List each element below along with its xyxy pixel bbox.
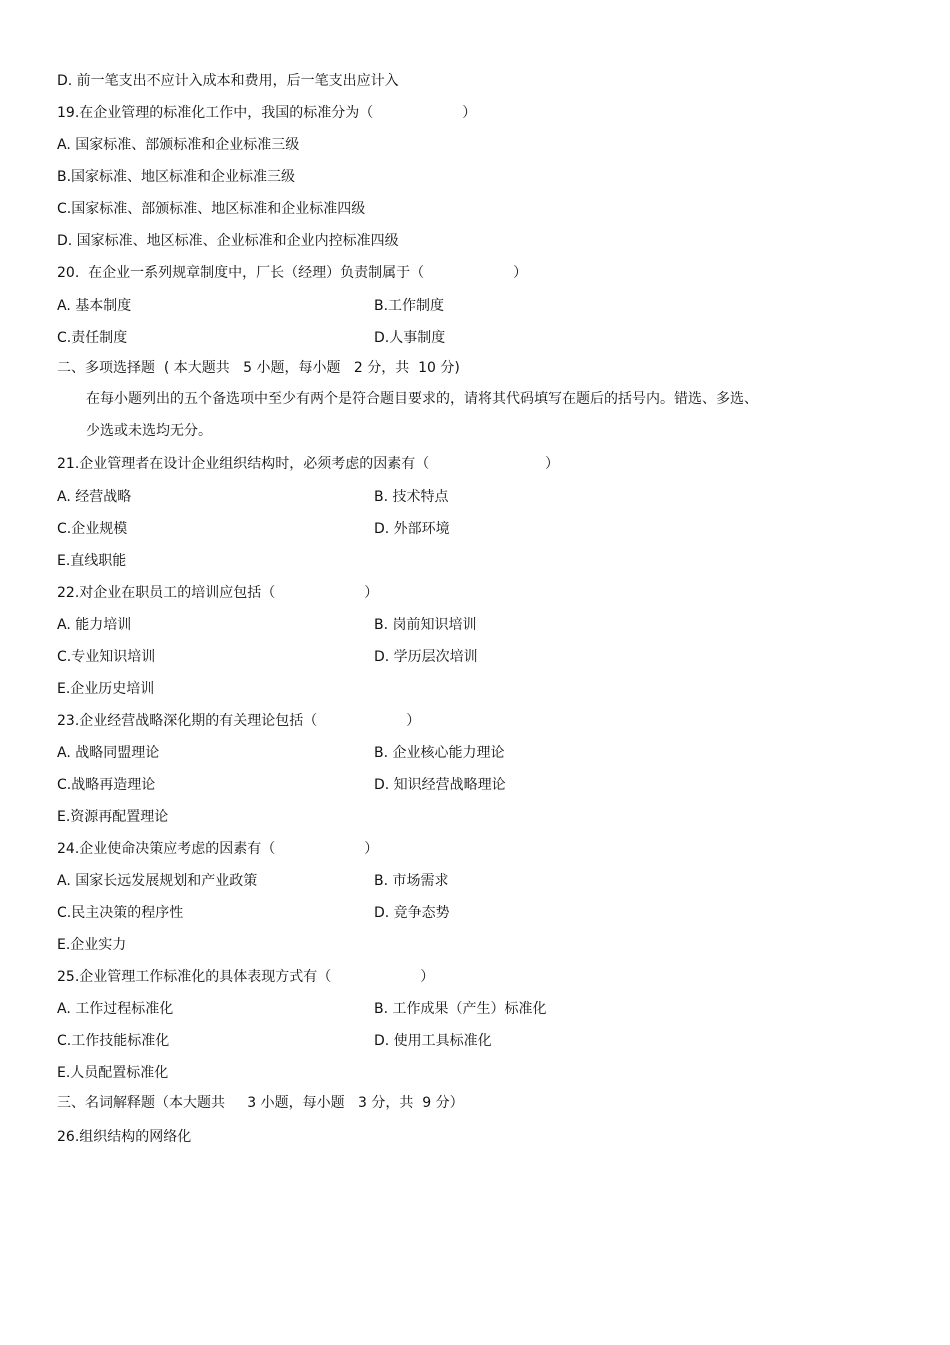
question-22: 22.对企业在职员工的培训应包括（ ） — [57, 585, 379, 601]
option-24-c: C.民主决策的程序性 — [57, 905, 184, 921]
section-2-heading: 二、多项选择题 ( 本大题共 5 小题，每小题 2 分，共 10 分) — [57, 360, 460, 376]
option-22-a: A. 能力培训 — [57, 617, 132, 633]
question-25: 25.企业管理工作标准化的具体表现方式有（ ） — [57, 969, 435, 985]
option-24-a: A. 国家长远发展规划和产业政策 — [57, 873, 258, 889]
option-23-b: B. 企业核心能力理论 — [374, 745, 505, 761]
option-21-e: E.直线职能 — [57, 553, 127, 569]
section-2-instructions-line2: 少选或未选均无分。 — [86, 423, 212, 439]
option-23-a: A. 战略同盟理论 — [57, 745, 160, 761]
option-19-c: C.国家标准、部颁标准、地区标准和企业标准四级 — [57, 201, 366, 217]
option-25-e: E.人员配置标准化 — [57, 1065, 169, 1081]
option-21-a: A. 经营战略 — [57, 489, 132, 505]
option-25-c: C.工作技能标准化 — [57, 1033, 170, 1049]
option-19-b: B.国家标准、地区标准和企业标准三级 — [57, 169, 296, 185]
question-24: 24.企业使命决策应考虑的因素有（ ） — [57, 841, 379, 857]
question-21: 21.企业管理者在设计企业组织结构时，必须考虑的因素有（ ） — [57, 456, 559, 472]
option-21-c: C.企业规模 — [57, 521, 128, 537]
option-24-e: E.企业实力 — [57, 937, 127, 953]
option-24-d: D. 竞争态势 — [374, 905, 450, 921]
option-25-d: D. 使用工具标准化 — [374, 1033, 492, 1049]
option-24-b: B. 市场需求 — [374, 873, 449, 889]
option-21-d: D. 外部环境 — [374, 521, 450, 537]
option-20-b: B.工作制度 — [374, 298, 445, 314]
section-2-instructions-line1: 在每小题列出的五个备选项中至少有两个是符合题目要求的，请将其代码填写在题后的括号内。错选、多选、 — [86, 391, 758, 407]
option-23-c: C.战略再造理论 — [57, 777, 156, 793]
question-19: 19.在企业管理的标准化工作中，我国的标准分为（ ） — [57, 105, 477, 121]
question-23: 23.企业经营战略深化期的有关理论包括（ ） — [57, 713, 421, 729]
section-3-heading: 三、名词解释题（本大题共 3 小题，每小题 3 分，共 9 分） — [57, 1095, 464, 1111]
option-21-b: B. 技术特点 — [374, 489, 449, 505]
option-22-c: C.专业知识培训 — [57, 649, 156, 665]
option-22-b: B. 岗前知识培训 — [374, 617, 477, 633]
option-22-d: D. 学历层次培训 — [374, 649, 478, 665]
option-25-a: A. 工作过程标准化 — [57, 1001, 174, 1017]
option-22-e: E.企业历史培训 — [57, 681, 155, 697]
option-23-e: E.资源再配置理论 — [57, 809, 169, 825]
question-26: 26.组织结构的网络化 — [57, 1129, 192, 1145]
question-20: 20. 在企业一系列规章制度中，厂长（经理）负责制属于（ ） — [57, 265, 528, 281]
option-20-a: A. 基本制度 — [57, 298, 132, 314]
option-19-a: A. 国家标准、部颁标准和企业标准三级 — [57, 137, 300, 153]
option-25-b: B. 工作成果（产生）标准化 — [374, 1001, 547, 1017]
option-19-d: D. 国家标准、地区标准、企业标准和企业内控标准四级 — [57, 233, 399, 249]
option-20-c: C.责任制度 — [57, 330, 128, 346]
option-23-d: D. 知识经营战略理论 — [374, 777, 506, 793]
option-20-d: D.人事制度 — [374, 330, 446, 346]
option-18-d: D. 前一笔支出不应计入成本和费用，后一笔支出应计入 — [57, 73, 399, 89]
